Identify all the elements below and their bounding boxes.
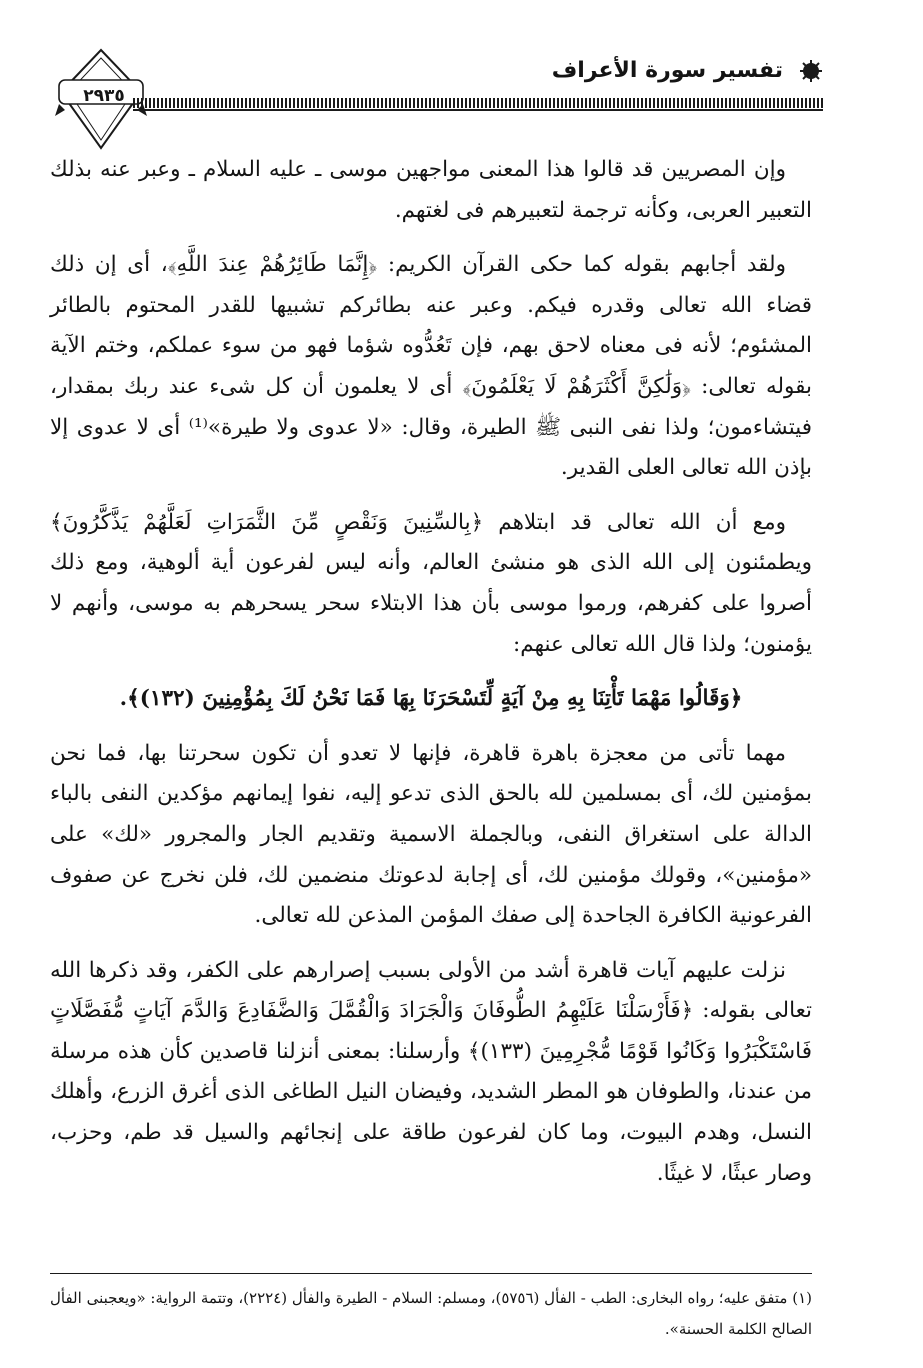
running-title: تفسير سورة الأعراف bbox=[551, 58, 783, 83]
footnote: (١) متفق عليه؛ رواه البخارى: الطب - الفأل (٥٧٥٦)، ومسلم: السلام - الطيرة والفأل (٢٢٢٤)، وتتمة الرواية: «ويعجبنى الفأل الصالح الكلمة الحسنة». bbox=[50, 1289, 813, 1338]
paragraph-1: وإن المصريين قد قالوا هذا المعنى مواجهين موسى ـ عليه السلام ـ وعبر عنه بذلك التعبير العربى، وكأنه ترجمة لتعبيرهم فى لغتهم. bbox=[50, 157, 812, 223]
header-rule-line bbox=[133, 109, 823, 111]
ornament-icon bbox=[799, 60, 823, 82]
page-number: ٢٩٣٥ bbox=[83, 86, 125, 106]
page-header bbox=[55, 40, 823, 120]
paragraph-3: ومع أن الله تعالى قد ابتلاهم ﴿بِالسِّنِينَ وَنَقْصٍ مِّنَ الثَّمَرَاتِ لَعَلَّهُمْ يَذَّكَّرُونَ﴾ ويطمئنون إلى الله الذى هو منشئ العالم، وأنه ليس لفرعون أية ألوهية، ومع ذلك أصروا على كفرهم، ورموا موسى بأن هذا الابتلاء سحر يسحرهم به موسى، وأنهم لا يؤمنون؛ ولذا قال الله تعالى عنهم: bbox=[50, 509, 812, 657]
paragraph-4: مهما تأتى من معجزة باهرة قاهرة، فإنها لا تعدو أن تكون سحرتنا بها، فما نحن بمؤمنين لك، أى بمسلمين لله بالحق الذى تدعو إليه، نفوا إيمانهم مؤكدين النفى بالباء الدالة على استغراق النفى، وبالجملة الاسمية وتقديم الجار والمجرور «لك» على «مؤمنين»، وقولك مؤمنين لك، أى إجابة لدعوتك منضمين لك، فلن نخرج عن صفوف الفرعونية الكافرة الجاحدة إلى صفك المؤمن المذعن لله تعالى. bbox=[50, 740, 812, 929]
paragraph-5: نزلت عليهم آيات قاهرة أشد من الأولى بسبب إصرارهم على الكفر، وقد ذكرها الله تعالى بقوله: ﴿فَأَرْسَلْنَا عَلَيْهِمُ الطُّوفَانَ وَالْجَرَادَ وَالْقُمَّلَ وَالضَّفَادِعَ وَالدَّمَ آيَاتٍ مُّفَصَّلَاتٍ فَاسْتَكْبَرُوا وَكَانُوا قَوْمًا مُّجْرِمِينَ (١٣٣)﴾ وأرسلنا: بمعنى أنزلنا قاصدين كأن هذه مرسلة من عندنا، والطوفان هو المطر الشديد، وفيضان النيل الطاغى الذى أغرق الزرع، وأهلك النسل، وهدم البيوت، وما كان لفرعون طاقة على إنجائهم والسيل قد طم، وحزب، وصار عبثًا، لا غيثًا. bbox=[50, 957, 812, 1186]
quran-verse-132: ﴿وَقَالُوا مَهْمَا تَأْتِنَا بِهِ مِنْ آيَةٍ لِّتَسْحَرَنَا بِهَا فَمَا نَحْنُ لَكَ بِمُؤْمِنِينَ (١٣٢)﴾. bbox=[119, 686, 743, 712]
page-body bbox=[50, 150, 812, 1208]
paragraph-2: ولقد أجابهم بقوله كما حكى القرآن الكريم: ﴿إِنَّمَا طَائِرُهُمْ عِندَ اللَّهِ﴾، أى إن ذلك قضاء الله تعالى وقدره فيكم. وعبر عنه بطائركم تشبيها للقدر المحتوم بالطائر المشئوم؛ لأنه فى معناه لاحق بهم، فإن تَعُدُّوه شؤما فهو من سوء عملكم، وختم الآية بقوله تعالى: ﴿وَلَٰكِنَّ أَكْثَرَهُمْ لَا يَعْلَمُونَ﴾ أى لا يعلمون أن كل شىء عند ربك بمقدار، فيتشاءمون؛ ولذا نفى النبى ﷺ الطيرة، وقال: «لا عدوى ولا طيرة»⁽¹⁾ أى لا عدوى إلا بإذن الله تعالى العلى القدير. bbox=[50, 252, 812, 481]
footnote-divider bbox=[50, 1273, 812, 1274]
header-rule bbox=[133, 98, 823, 108]
